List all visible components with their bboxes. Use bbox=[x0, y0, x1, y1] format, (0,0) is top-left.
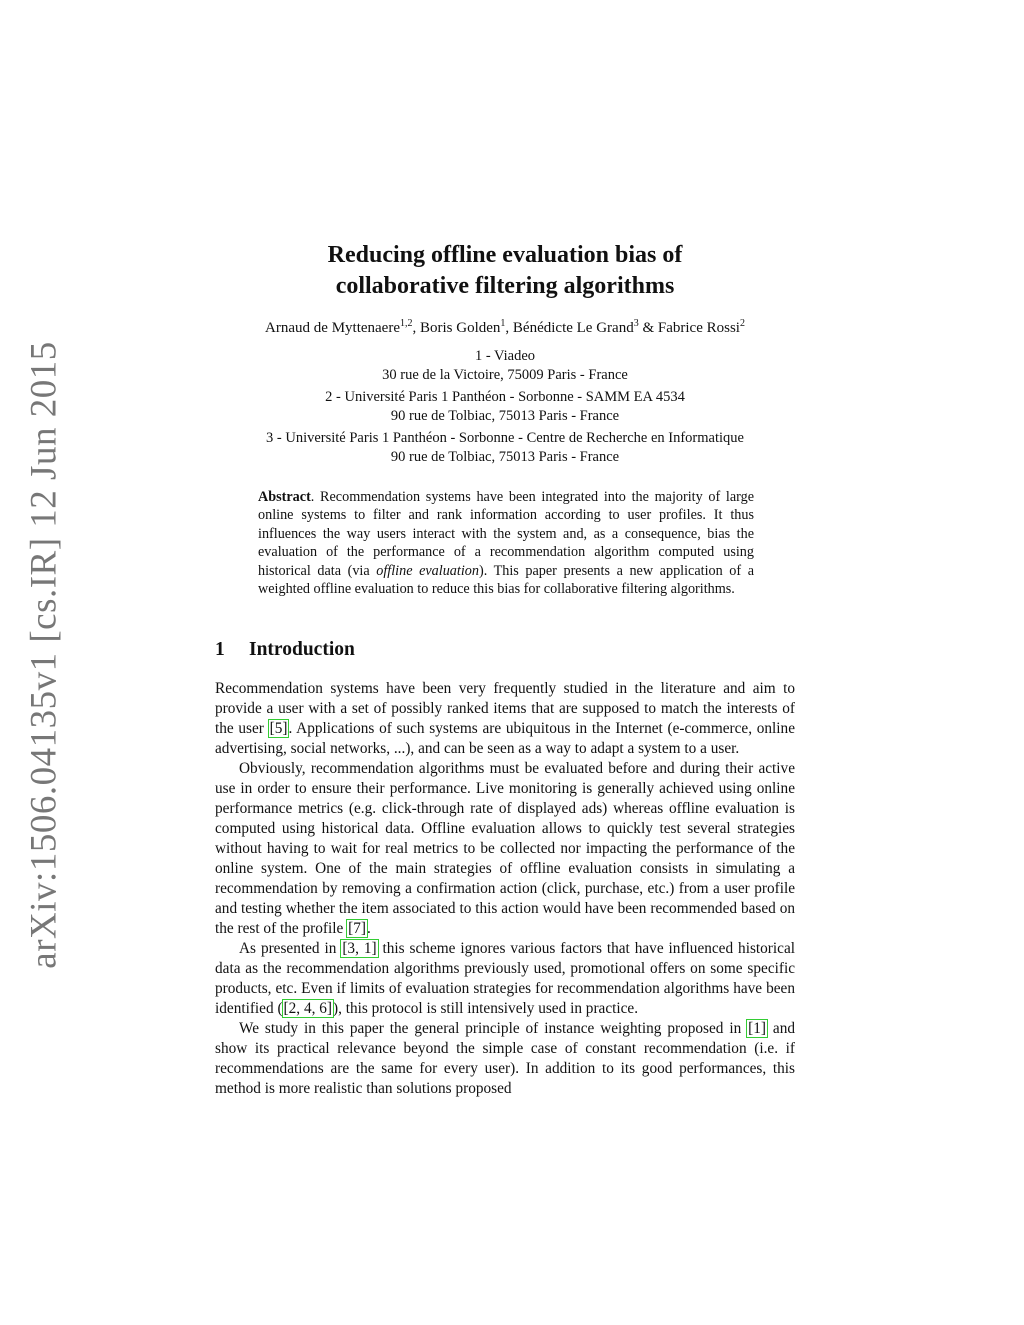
paragraph-4-text-b: and show its practical relevance beyond the simple case of constant recommendation (i.e. if recommendations are the same for every user). In addition to its good performances, this method is more realistic than solutions proposed bbox=[215, 1020, 795, 1097]
paragraph-3-text-a: As presented in bbox=[239, 940, 342, 957]
author-1-affil: 1,2 bbox=[400, 318, 413, 329]
citation-link[interactable]: [7] bbox=[348, 920, 366, 937]
author-2: , Boris Golden bbox=[412, 320, 501, 336]
author-3-affil: 3 bbox=[633, 318, 639, 329]
abstract-text-2: ). This paper presents a new application of a weighted offline evaluation to reduce this bias for collaborative filtering algorithms. bbox=[258, 562, 754, 598]
affiliation-2-name: 2 - Université Paris 1 Panthéon - Sorbonne - SAMM EA 4534 bbox=[325, 389, 685, 405]
paper-title bbox=[215, 240, 795, 302]
affiliation-1-name: 1 - Viadeo bbox=[474, 348, 536, 364]
abstract-label: Abstract bbox=[258, 489, 311, 505]
author-list bbox=[160, 314, 850, 338]
paragraph-1-text-b: . Applications of such systems are ubiquitous in the Internet (e-commerce, online advertising, social networks, ...), and can be seen as a way to adapt a system to a user. bbox=[215, 720, 795, 757]
paragraph-3-text-c: ), this protocol is still intensively used in practice. bbox=[332, 1000, 639, 1017]
affiliation-1-address: 30 rue de la Victoire, 75009 Paris - France bbox=[382, 367, 628, 383]
citation-link[interactable]: [1] bbox=[748, 1020, 766, 1037]
abstract bbox=[258, 488, 754, 598]
section-heading-introduction bbox=[215, 639, 355, 661]
section-number: 1 bbox=[215, 639, 225, 660]
affiliation-3 bbox=[160, 429, 850, 467]
paragraph-3-text-b: this scheme ignores various factors that have influenced historical data as the recommendation algorithms previously used, promotional offers on some specific products, etc. Even if limits of evaluation strategies for recommendation algorithms have been identified ( bbox=[215, 940, 795, 1017]
paragraph-1-text-a: Recommendation systems have been very frequently studied in the literature and aim to provide a user with a set of possibly ranked items that are supposed to match the interests of the user bbox=[215, 680, 795, 737]
citation-link[interactable]: [3, 1] bbox=[342, 940, 377, 957]
abstract-text-1: . Recommendation systems have been integrated into the majority of large online systems to filter and rank information according to user profiles. It thus influences the way users interact with the system and, as a consequence, bias the evaluation of the performance of a recommendation algorithm computed using historical data (via bbox=[258, 489, 754, 579]
title-line-2: collaborative filtering algorithms bbox=[335, 273, 675, 299]
author-1: Arnaud de Myttenaere bbox=[265, 320, 400, 336]
affiliation-3-name: 3 - Université Paris 1 Panthéon - Sorbonne - Centre de Recherche en Informatique bbox=[266, 430, 744, 446]
affiliation-1 bbox=[160, 347, 850, 385]
affiliation-2-address: 90 rue de Tolbiac, 75013 Paris - France bbox=[390, 408, 620, 424]
affiliation-3-address: 90 rue de Tolbiac, 75013 Paris - France bbox=[390, 449, 620, 465]
paragraph-3 bbox=[215, 939, 795, 1019]
abstract-emphasis: offline evaluation bbox=[376, 562, 479, 579]
paragraph-2-text-b: . bbox=[366, 920, 371, 937]
paragraph-1 bbox=[215, 679, 795, 759]
section-title: Introduction bbox=[249, 639, 355, 660]
author-4-affil: 2 bbox=[739, 318, 745, 329]
paragraph-4 bbox=[215, 1019, 795, 1099]
paragraph-2 bbox=[215, 759, 795, 939]
author-2-affil: 1 bbox=[500, 318, 506, 329]
citation-link[interactable]: [5] bbox=[269, 720, 288, 737]
paragraph-2-text-a: Obviously, recommendation algorithms must be evaluated before and during their active use in order to ensure their performance. Live monitoring is generally achieved using online performance metrics (e.g. click-through rate of displayed ads) whereas offline evaluation is computed using historical data. Offline evaluation allows to quickly test several strategies without having to wait for real metrics to be collected nor impacting the performance of the online system. One of the main strategies of offline evaluation consists in simulating a recommendation by removing a confirmation action (click, purchase, etc.) from a user profile and testing whether the item associated to this action would have been recommended based on the rest of the profile bbox=[215, 760, 795, 937]
author-4: & Fabrice Rossi bbox=[638, 320, 740, 336]
title-line-1: Reducing offline evaluation bias of bbox=[327, 242, 683, 268]
affiliation-2 bbox=[160, 388, 850, 426]
citation-link[interactable]: [2, 4, 6] bbox=[283, 1000, 332, 1017]
arxiv-identifier-stamp: arXiv:1506.04135v1 [cs.IR] 12 Jun 2015 bbox=[23, 341, 65, 969]
introduction-body bbox=[215, 679, 795, 1099]
author-3: , Bénédicte Le Grand bbox=[505, 320, 634, 336]
paragraph-4-text-a: We study in this paper the general principle of instance weighting proposed in bbox=[239, 1020, 748, 1037]
